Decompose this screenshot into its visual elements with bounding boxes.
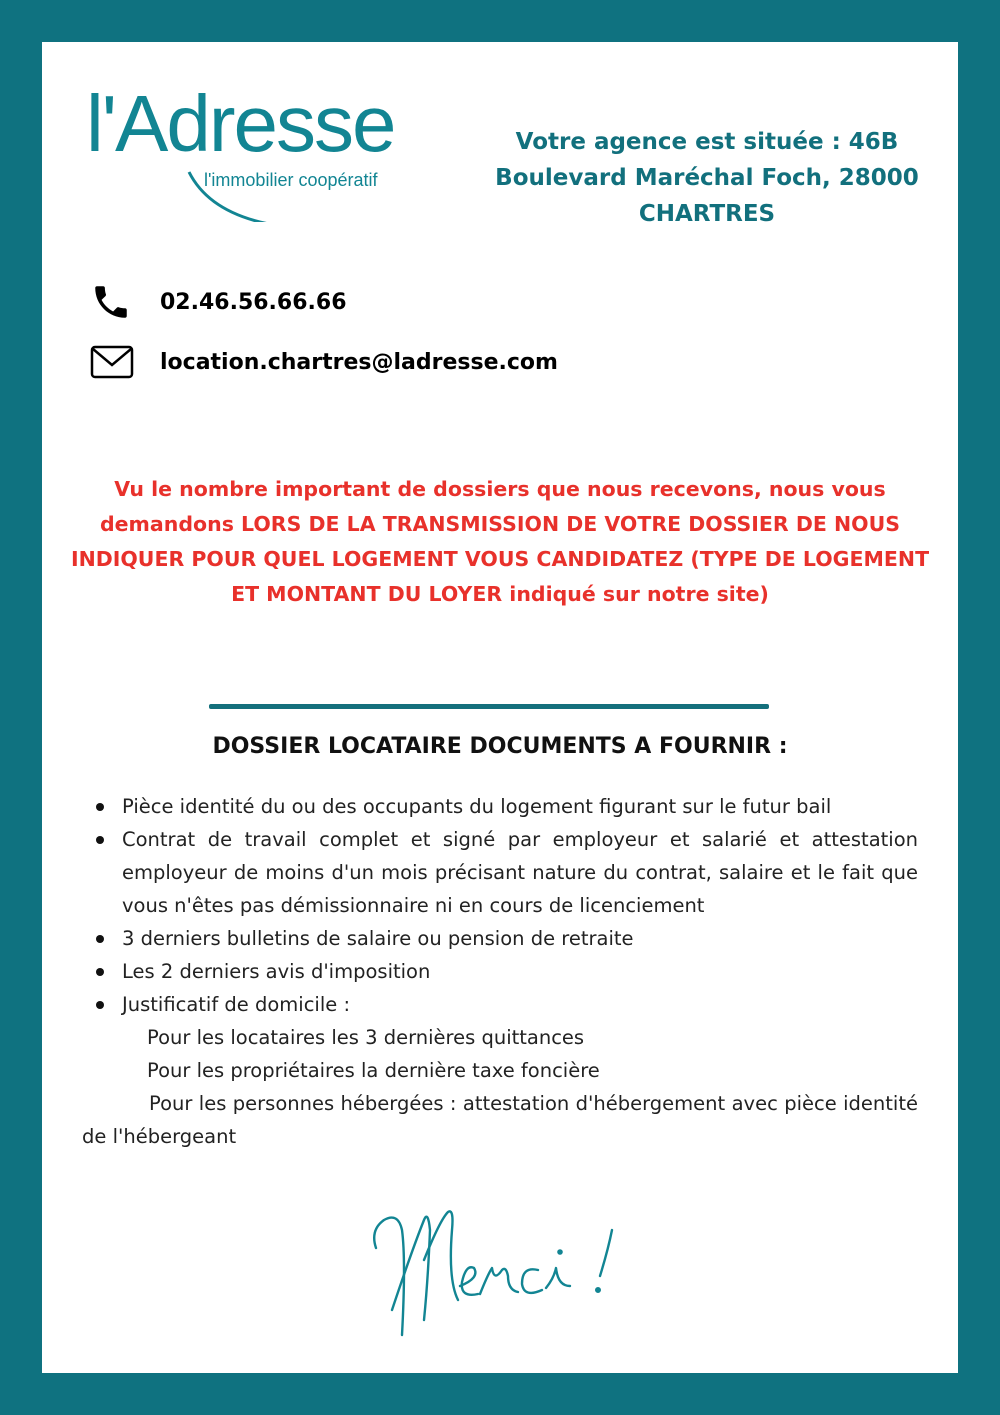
list-item: Les 2 derniers avis d'imposition: [122, 955, 918, 988]
document-card: [42, 42, 958, 1373]
list-item: Pièce identité du ou des occupants du logement figurant sur le futur bail: [122, 790, 918, 823]
list-item: Contrat de travail complet et signé par employeur et salarié et attestation employeur de moins d'un mois précisant nature du contrat, salaire et le fait que vous n'êtes pas démissionnaire ni en cours de licenciement: [122, 823, 918, 922]
phone-number[interactable]: 02.46.56.66.66: [160, 289, 347, 315]
domicile-detail: Pour les propriétaires la dernière taxe foncière: [147, 1059, 600, 1082]
notice-text: Vu le nombre important de dossiers que nous recevons, nous vous demandons LORS DE LA TRANSMISSION DE VOTRE DOSSIER DE NOUS INDIQUER POUR QUEL LOGEMENT VOUS CANDIDATEZ (TYPE DE LOGEMENT ET MONTANT DU LOYER indiqué sur notre site): [70, 477, 930, 606]
merci-signature: [362, 1190, 662, 1350]
email-address[interactable]: location.chartres@ladresse.com: [160, 349, 558, 375]
logo-tagline: l'immobilier coopératif: [204, 170, 378, 190]
envelope-icon: [90, 342, 138, 382]
documents-list: [82, 790, 918, 1021]
logo-swoosh: [134, 112, 284, 222]
ladresse-logo: [86, 79, 426, 217]
list-item: Justificatif de domicile :: [122, 988, 918, 1021]
email-row: [90, 342, 558, 382]
section-divider: [209, 704, 769, 709]
domicile-detail: Pour les personnes hébergées : attestation d'hébergement avec pièce identité de l'hébergeant: [82, 1092, 918, 1148]
logo-wordmark: l'Adresse: [86, 79, 395, 168]
phone-row: [90, 282, 347, 322]
phone-icon: [90, 282, 138, 322]
documents-list-section: [82, 790, 918, 1153]
list-item: 3 derniers bulletins de salaire ou pension de retraite: [122, 922, 918, 955]
agency-address: Votre agence est située : 46B Boulevard Maréchal Foch, 28000 CHARTRES: [495, 129, 919, 227]
domicile-detail: Pour les locataires les 3 dernières quittances: [147, 1026, 585, 1049]
documents-title: DOSSIER LOCATAIRE DOCUMENTS A FOURNIR :: [212, 734, 788, 759]
